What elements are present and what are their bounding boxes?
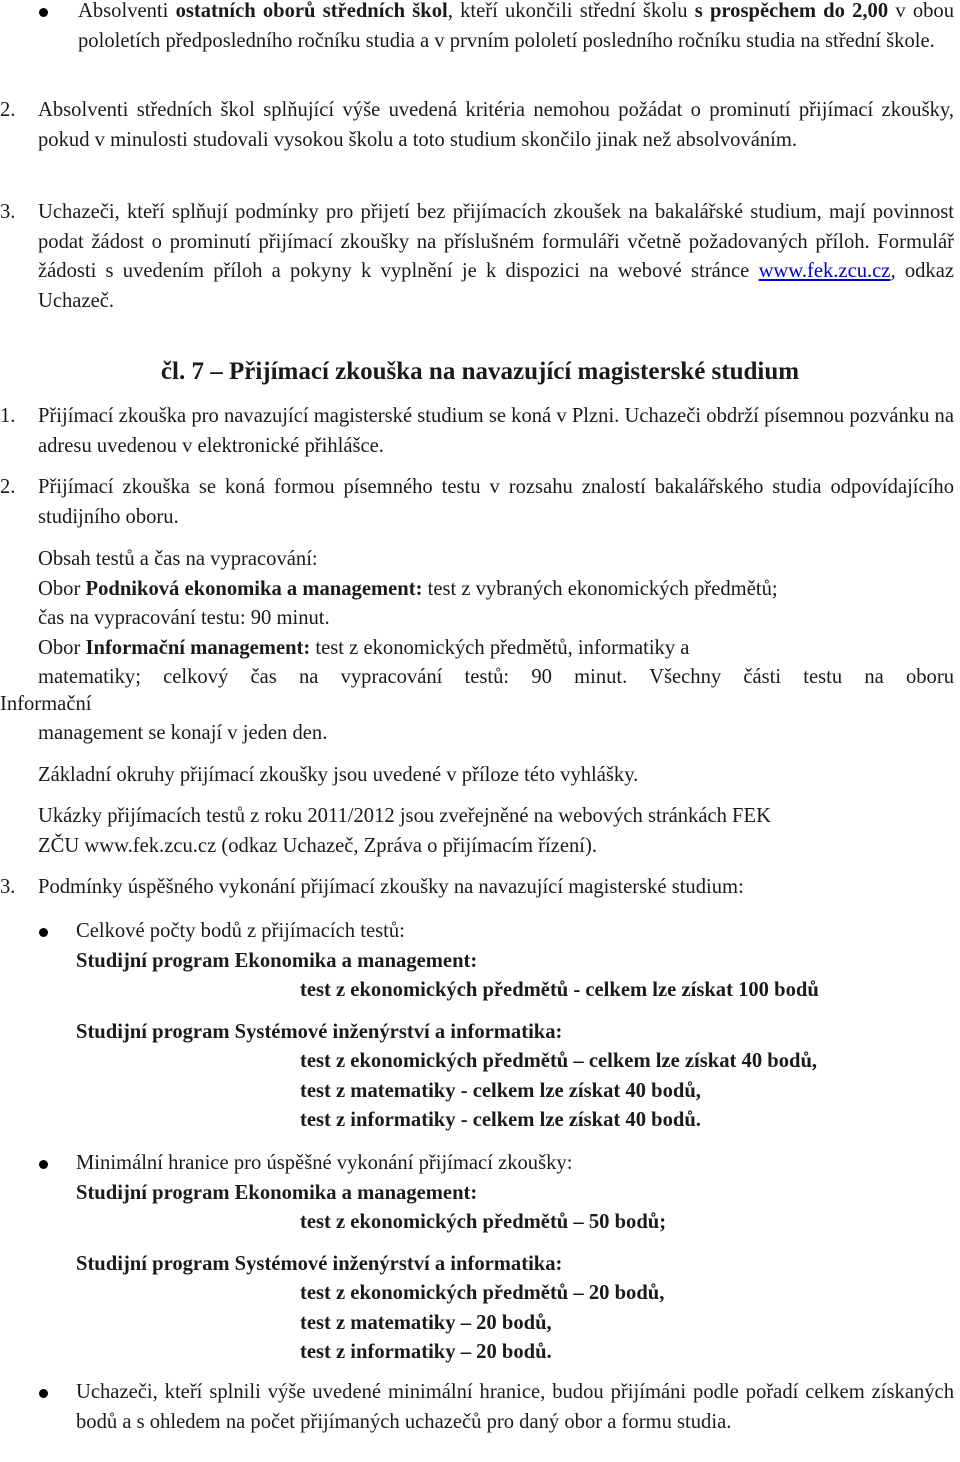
ukazky-note xyxy=(38,802,954,861)
article-heading: čl. 7 – Přijímací zkouška na navazující magisterské studium xyxy=(160,358,800,385)
article-item-3 xyxy=(0,873,954,903)
text-segment: , kteří ukončili střední školu xyxy=(447,0,695,22)
points-line: test z matematiky - celkem lze získat 40 bodů, xyxy=(300,1079,701,1102)
item-text: , odkaz Uchazeč. xyxy=(38,260,955,312)
points-label: Celkové počty bodů z přijímacích testů: xyxy=(76,920,405,942)
text-segment: Obor xyxy=(38,636,86,659)
ukazky-text: Ukázky přijímacích testů z roku 2011/2012 jsou zveřejněné na webových stránkách FEK xyxy=(38,805,771,827)
minimum-line: test z ekonomických předmětů – 20 bodů, xyxy=(300,1282,665,1304)
item-text: Absolventi středních škol splňující výše uvedená kritéria nemohou požádat o prominutí přijímací zkoušky, pokud v minulosti studovali vysokou školu a toto studium skončilo jinak než absolvováním. xyxy=(38,99,954,151)
okruhy-text: Základní okruhy přijímací zkoušky jsou uvedené v příloze této vyhlášky. xyxy=(38,764,639,786)
tests-intro: Obsah testů a čas na vypracování: xyxy=(38,548,318,570)
paragraph-absolventi xyxy=(78,0,954,56)
item-text: Uchazeči, kteří splňují podmínky pro přijetí bez přijímacích zkoušek na bakalářské studium, mají povinnost podat žádost o prominutí přijímací zkoušky na příslušném formuláři včetně požadovaných příloh. Formulář žádosti s uvedením příloh a pokyny k vyplnění je k dispozici na webové stránce xyxy=(38,201,954,282)
obor-name: Podniková ekonomika a management: xyxy=(85,577,423,600)
tests-content xyxy=(38,545,954,693)
paragraph-item-3 xyxy=(0,198,954,316)
text-segment: Absolventi xyxy=(78,0,176,22)
obor-2-line xyxy=(38,634,954,664)
ukazky-text: ZČU www.fek.zcu.cz (odkaz Uchazeč, Zpráva o přijímacím řízení). xyxy=(38,834,598,857)
bullet-icon xyxy=(39,928,48,937)
obor-2-text: matematiky; celkový čas na vypracování testů: 90 minut. Všechny části testu na oboru xyxy=(38,666,954,688)
paragraph-item-2 xyxy=(0,96,954,155)
article-item-2 xyxy=(0,473,954,532)
points-line: test z ekonomických předmětů - celkem lze získat 100 bodů xyxy=(300,979,819,1001)
text-segment: Obor xyxy=(38,577,86,600)
bullet-icon xyxy=(39,8,48,17)
program-name: Studijní program Ekonomika a management: xyxy=(76,949,478,972)
item-number: 2. xyxy=(0,99,16,121)
obor-1-line xyxy=(38,575,954,605)
obor-2-wrap xyxy=(0,690,954,720)
item-text: Přijímací zkouška se koná formou písemného testu v rozsahu znalostí bakalářského studia odpovídajícího studijního oboru. xyxy=(38,476,954,528)
item-number: 3. xyxy=(0,876,16,898)
points-line: test z informatiky - celkem lze získat 40 bodů. xyxy=(300,1109,701,1131)
text-segment: test z vybraných ekonomických předmětů; xyxy=(422,577,778,600)
bold-text: s prospěchem do 2,00 xyxy=(694,0,889,22)
item-text: Přijímací zkouška pro navazující magisterské studium se koná v Plzni. Uchazeči obdrží písemnou pozvánku na adresu uvedenou v elektronické přihlášce. xyxy=(38,405,954,457)
obor-2-text: management se konají v jeden den. xyxy=(38,722,328,744)
text-segment: test z ekonomických předmětů, informatiky a xyxy=(310,636,690,659)
minimum-line: test z matematiky – 20 bodů, xyxy=(300,1311,552,1334)
bullet-icon xyxy=(39,1389,48,1398)
item-number: 2. xyxy=(0,476,16,498)
obor-name: Informační management: xyxy=(85,636,311,659)
text-segment: v obou pololetích předposledního ročníku studia a v prvním pololetí posledního ročníku studia na střední škole. xyxy=(78,0,955,52)
minimum-label: Minimální hranice pro úspěšné vykonání přijímací zkoušky: xyxy=(76,1152,573,1174)
item-text: Podmínky úspěšného vykonání přijímací zkoušky na navazující magisterské studium: xyxy=(38,876,744,898)
bullet-icon xyxy=(39,1160,48,1169)
obor-2-end xyxy=(38,719,954,749)
program-name: Studijní program Ekonomika a management: xyxy=(76,1181,478,1204)
obor-2-text: Informační xyxy=(0,693,92,715)
minimum-line: test z informatiky – 20 bodů. xyxy=(300,1341,552,1363)
program-name: Studijní program Systémové inženýrství a informatika: xyxy=(76,1252,563,1275)
obor-1-time: čas na vypracování testu: 90 minut. xyxy=(38,607,330,629)
final-paragraph xyxy=(76,1378,954,1437)
fek-website-link[interactable]: www.fek.zcu.cz xyxy=(758,260,891,282)
article-item-1 xyxy=(0,402,954,461)
bold-text: ostatních oborů středních škol xyxy=(175,0,448,22)
points-section xyxy=(76,917,954,1136)
item-number: 3. xyxy=(0,201,16,223)
okruhy-note xyxy=(38,761,954,791)
final-text: Uchazeči, kteří splnili výše uvedené minimální hranice, budou přijímáni podle pořadí celkem získaných bodů a s ohledem na počet přijímaných uchazečů pro daný obor a formu studia. xyxy=(76,1381,954,1433)
program-name: Studijní program Systémové inženýrství a informatika: xyxy=(76,1020,563,1043)
item-number: 1. xyxy=(0,405,16,427)
minimum-line: test z ekonomických předmětů – 50 bodů; xyxy=(300,1211,667,1233)
minimum-section xyxy=(76,1149,954,1368)
points-line: test z ekonomických předmětů – celkem lze získat 40 bodů, xyxy=(300,1050,818,1072)
